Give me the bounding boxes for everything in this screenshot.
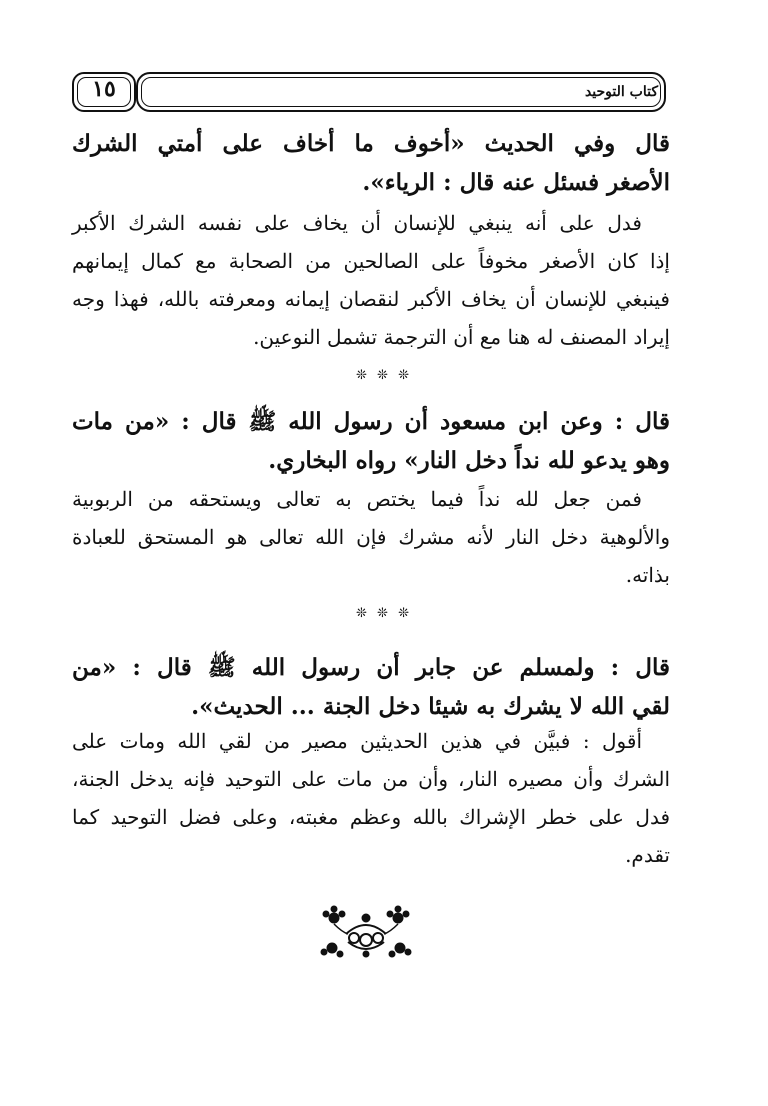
body-line: والألوهية دخل النار لأنه مشرك فإن الله تعالى هو المستحق للعبادة	[72, 525, 670, 549]
section-separator: ❊ ❊ ❊	[356, 368, 412, 383]
section-1-heading	[72, 124, 670, 202]
header-title-frame-inner	[141, 77, 661, 107]
body-line: بذاته.	[625, 563, 670, 587]
floral-ornament-icon	[316, 904, 416, 960]
book-title: كتاب التوحيد	[584, 84, 658, 100]
body-line: فدل على خطر الإشراك بالله وعظم مغبته، وعلى فضل التوحيد كما	[72, 805, 670, 829]
body-line: أقول : فبيَّن في هذين الحديثين مصير من لقي الله ومات على	[72, 729, 642, 753]
body-line: إيراد المصنف له هنا مع أن الترجمة تشمل النوعين.	[253, 325, 670, 349]
section-2-body	[72, 480, 670, 594]
body-line: الشرك وأن مصيره النار، وأن من مات على التوحيد فإنه يدخل الجنة،	[72, 767, 670, 791]
section-1-body	[72, 204, 670, 356]
section-separator: ❊ ❊ ❊	[356, 606, 412, 621]
body-line: فمن جعل لله نداً فيما يختص به تعالى ويستحقه من الربوبية	[72, 487, 642, 511]
body-line: فدل على أنه ينبغي للإنسان أن يخاف على نفسه الشرك الأكبر	[72, 211, 642, 235]
body-line: إذا كان الأصغر مخوفاً على الصالحين من الصحابة مع كمال إيمانهم	[72, 249, 670, 273]
section-3-heading	[72, 648, 670, 726]
page-number: ١٥	[92, 76, 116, 102]
heading-line: قال وفي الحديث «أخوف ما أخاف على أمتي الشرك	[72, 130, 670, 157]
heading-line: وهو يدعو لله نداً دخل النار» رواه البخاري.	[268, 447, 670, 474]
body-line: فينبغي للإنسان أن يخاف الأكبر لنقصان إيمانه ومعرفته بالله، فهذا وجه	[72, 287, 670, 311]
section-3-body	[72, 722, 670, 874]
heading-line: لقي الله لا يشرك به شيئا دخل الجنة ... الحديث».	[191, 693, 670, 720]
body-line: تقدم.	[625, 843, 670, 867]
section-2-heading	[72, 402, 670, 480]
heading-line: قال : ولمسلم عن جابر أن رسول الله ﷺ قال : «من	[72, 654, 670, 681]
heading-line: الأصغر فسئل عنه قال : الرياء».	[362, 169, 670, 196]
heading-line: قال : وعن ابن مسعود أن رسول الله ﷺ قال : «من مات	[72, 408, 670, 435]
